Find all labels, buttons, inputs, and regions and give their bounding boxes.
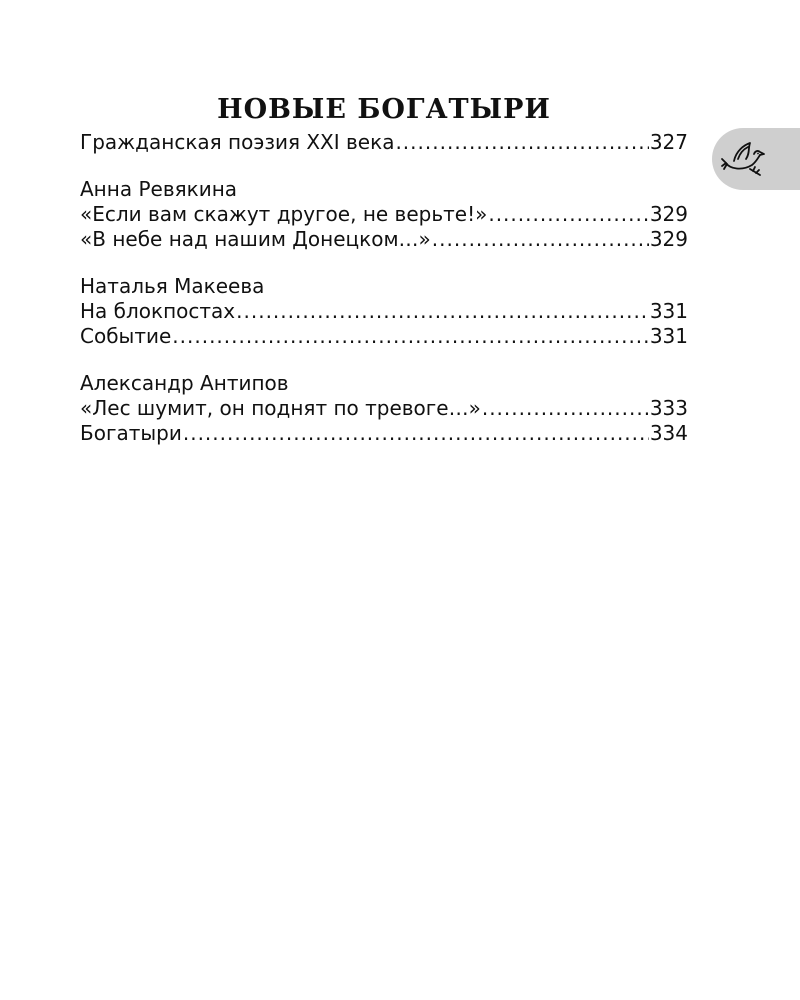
entry-title: На блокпостах — [80, 299, 236, 323]
dot-leader — [488, 202, 648, 227]
entry-title: Событие — [80, 324, 172, 348]
entry-page: 334 — [649, 421, 688, 445]
entry-page: 333 — [649, 396, 688, 420]
entry-page: 329 — [649, 202, 688, 226]
dot-leader — [395, 130, 648, 155]
dot-leader — [172, 324, 649, 349]
toc-entry[interactable] — [80, 396, 688, 421]
entry-title: «Лес шумит, он поднят по тревоге…» — [80, 396, 481, 420]
toc-entry[interactable] — [80, 227, 688, 252]
entry-title: «В небе над нашим Донецком…» — [80, 227, 431, 251]
author-group-revyakina — [80, 177, 688, 252]
author-group-makeeva — [80, 274, 688, 349]
toc-entry[interactable] — [80, 324, 688, 349]
entry-title: «Если вам скажут другое, не верьте!» — [80, 202, 488, 226]
dove-icon — [720, 139, 766, 179]
toc-entry-intro[interactable] — [80, 130, 688, 155]
toc-entry[interactable] — [80, 421, 688, 446]
author-name: Наталья Макеева — [80, 274, 265, 298]
dot-leader — [236, 299, 649, 324]
entry-page: 329 — [649, 227, 688, 251]
dot-leader — [482, 396, 649, 421]
dot-leader — [183, 421, 649, 446]
entry-title: Гражданская поэзия XXI века — [80, 130, 395, 154]
toc-entry[interactable] — [80, 202, 688, 227]
author-group-antipov — [80, 371, 688, 446]
entry-page: 327 — [649, 130, 688, 154]
author-name: Александр Антипов — [80, 371, 289, 395]
toc-entry[interactable] — [80, 299, 688, 324]
entry-title: Богатыри — [80, 421, 182, 445]
section-tab — [712, 128, 800, 190]
section-title: НОВЫЕ БОГАТЫРИ — [217, 94, 551, 125]
entry-page: 331 — [649, 299, 688, 323]
table-of-contents — [80, 92, 688, 446]
dot-leader — [432, 227, 649, 252]
entry-page: 331 — [649, 324, 688, 348]
author-name: Анна Ревякина — [80, 177, 238, 201]
